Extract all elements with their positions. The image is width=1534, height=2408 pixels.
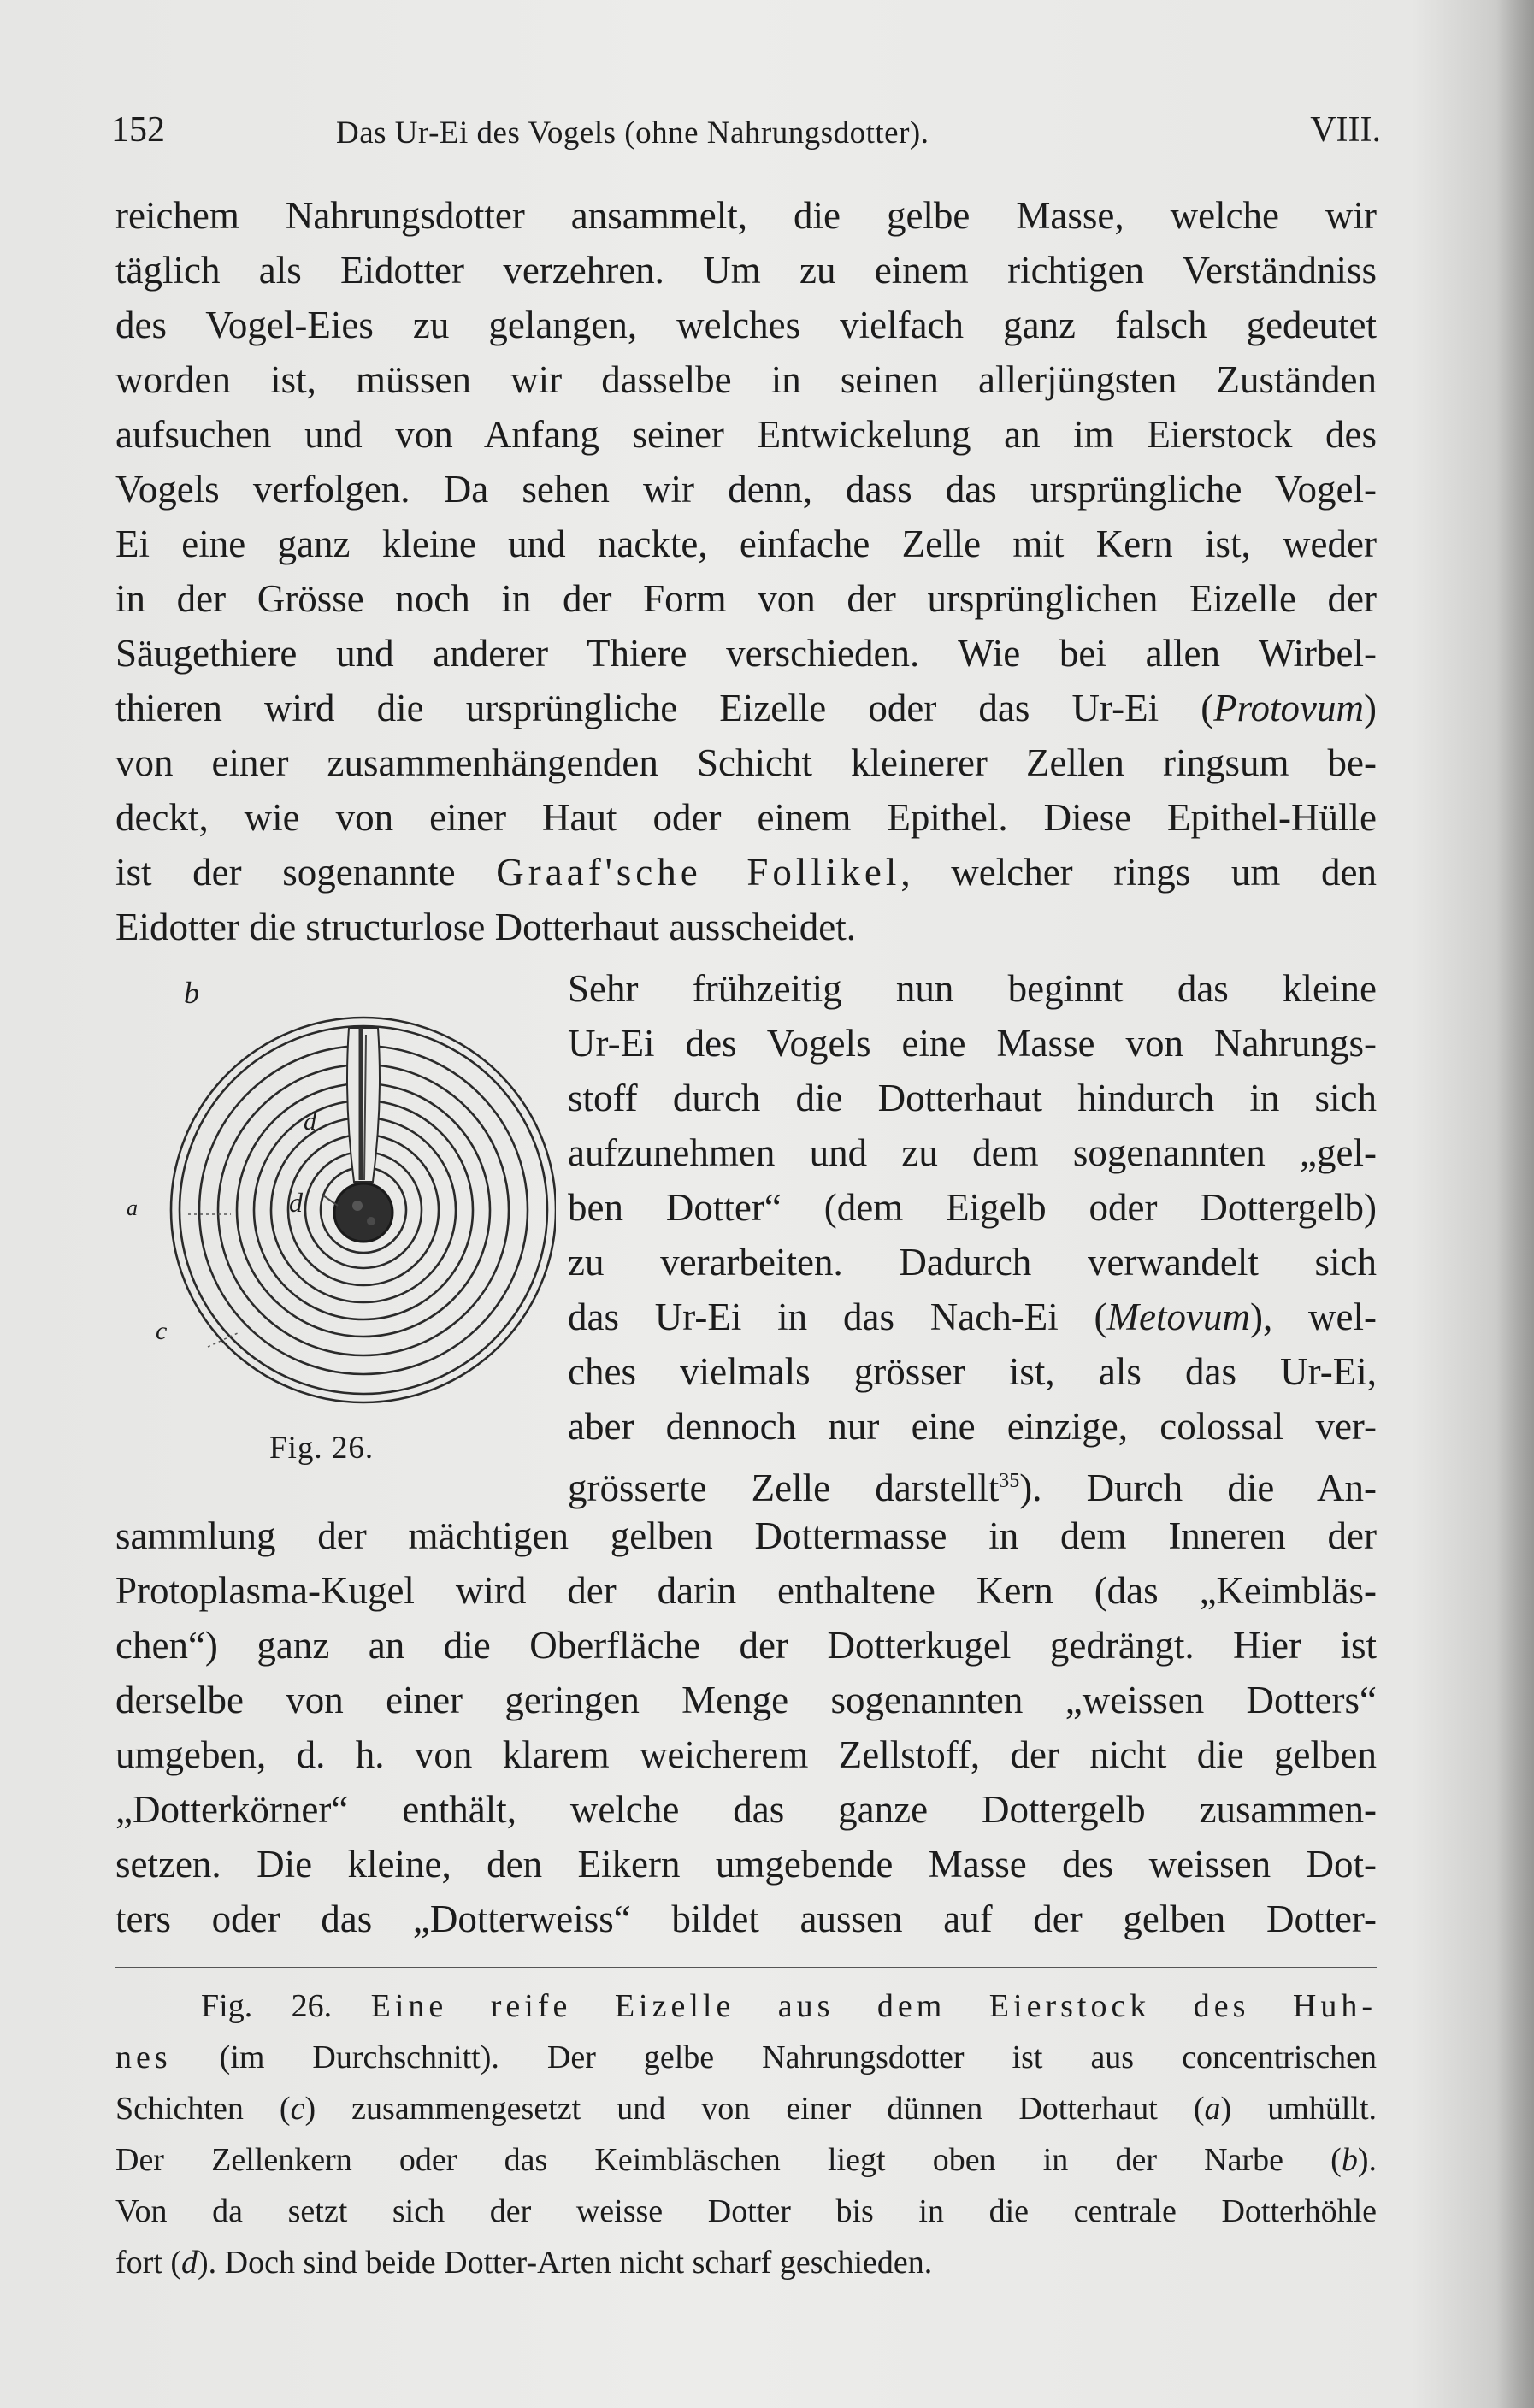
text-segment: ) [1364,687,1377,729]
text-segment: thieren wird die ursprüngliche Eizelle oder das Ur-Ei ( [115,687,1214,729]
egg-cross-section-illustration [128,975,556,1488]
running-title: Das Ur-Ei des Vogels (ohne Nahrungsdotter). [336,115,929,150]
footnote-line [115,2134,1377,2186]
text-line: Ur-Ei des Vogels eine Masse von Nahrungs- [568,1022,1377,1065]
text-line: des Vogel-Eies zu gelangen, welches vielfach ganz falsch gedeutet [115,304,1377,346]
label-d-cavity: d [289,1187,303,1218]
text-line: umgeben, d. h. von klarem weicherem Zellstoff, der nicht die gelben [115,1733,1377,1776]
footnote-caption-title: Eine reife Eizelle aus dem Eierstock des Huh- [370,1988,1377,2024]
text-line: Säugethiere und anderer Thiere verschieden. Wie bei allen Wirbel- [115,632,1377,675]
text-line-follikel [115,845,1377,900]
text-line: von einer zusammenhängenden Schicht kleinerer Zellen ringsum be- [115,741,1377,784]
text-segment: ). [1357,2142,1377,2178]
text-line: setzen. Die kleine, den Eikern umgebende Masse des weissen Dot- [115,1843,1377,1886]
term-graafian-follicle: Graaf'sche Follikel [496,851,901,894]
reference-number: 35 [999,1470,1020,1492]
footnote-line: Von da setzt sich der weisse Dotter bis in die centrale Dotterhöhle [115,2193,1377,2229]
text-segment: ). Durch die An- [1019,1467,1377,1509]
text-segment: Der Zellenkern oder das Keimbläschen liegt oben in der Narbe ( [115,2142,1342,2178]
text-segment: , welcher rings um den [900,851,1377,894]
text-line: Ei eine ganz kleine und nackte, einfache Zelle mit Kern ist, weder [115,522,1377,565]
text-line: in der Grösse noch in der Form von der ursprünglichen Eizelle der [115,577,1377,620]
page-edge-shadow [1496,0,1534,2408]
label-c: c [156,1317,168,1345]
footnote-line [115,2237,1377,2288]
text-segment: grösserte Zelle darstellt [568,1467,1000,1509]
page-number: 152 [111,110,165,150]
text-line-metovum [568,1290,1377,1344]
footnote-line [201,1980,1377,2032]
ref-letter-c: c [290,2091,305,2127]
text-segment: fort ( [115,2245,182,2281]
text-line: zu verarbeiten. Dadurch verwandelt sich [568,1241,1377,1284]
text-line: Protoplasma-Kugel wird der darin enthaltene Kern (das „Keimbläs- [115,1569,1377,1612]
text-line-protovum [115,681,1377,735]
text-line: ches vielmals grösser ist, als das Ur-Ei, [568,1350,1377,1393]
text-line: deckt, wie von einer Haut oder einem Epithel. Diese Epithel-Hülle [115,796,1377,839]
text-line: Vogels verfolgen. Da sehen wir denn, dass das ursprüngliche Vogel- [115,468,1377,511]
running-header [111,109,1381,161]
text-line: reichem Nahrungsdotter ansammelt, die gelbe Masse, welche wir [115,194,1377,237]
footnote-line [115,2032,1377,2083]
text-segment: ist der sogenannte [115,851,497,894]
text-line: ters oder das „Dotterweiss“ bildet aussen auf der gelben Dotter- [115,1897,1377,1940]
text-segment: ). Doch sind beide Dotter-Arten nicht scharf geschieden. [198,2245,933,2281]
text-line-ref [568,1454,1377,1515]
label-b: b [184,976,199,1010]
text-line: aber dennoch nur eine einzige, colossal ver- [568,1405,1377,1448]
ref-letter-d: d [181,2245,198,2281]
text-line: aufzunehmen und zu dem sogenannten „gel- [568,1131,1377,1174]
egg-cross-section-figure [128,975,556,1488]
chapter-number: VIII. [1310,110,1381,150]
text-line: sammlung der mächtigen gelben Dottermasse in dem Inneren der [115,1514,1377,1557]
label-d: d [304,1107,316,1136]
footnote-line [115,2083,1377,2134]
text-line: aufsuchen und von Anfang seiner Entwickelung an im Eierstock des [115,413,1377,456]
text-segment: ) umhüllt. [1220,2091,1377,2127]
text-segment: das Ur-Ei in das Nach-Ei ( [568,1295,1107,1338]
text-line: ben Dotter“ (dem Eigelb oder Dottergelb) [568,1186,1377,1229]
label-a: a [127,1195,138,1220]
ref-letter-a: a [1204,2091,1221,2127]
text-segment: Schichten ( [115,2091,291,2127]
ref-letter-b: b [1341,2142,1358,2178]
text-line: täglich als Eidotter verzehren. Um zu einem richtigen Verständniss [115,249,1377,292]
term-protovum: Protovum [1213,687,1364,729]
text-line: derselbe von einer geringen Menge sogenannten „weissen Dotters“ [115,1679,1377,1721]
footnote-fig-label: Fig. 26. [201,1988,333,2024]
text-line: worden ist, müssen wir dasselbe in seinen allerjüngsten Zuständen [115,358,1377,401]
text-line: Eidotter die structurlose Dotterhaut ausscheidet. [115,906,856,948]
figure-label: Fig. 26. [269,1431,375,1466]
text-line: Sehr frühzeitig nun beginnt das kleine [568,967,1377,1010]
footnote-caption-title-end: nes [115,2039,172,2075]
footnote-rule [115,1967,1377,1968]
text-segment: ), wel- [1249,1295,1377,1338]
term-metovum: Metovum [1106,1295,1250,1338]
text-segment: ) zusammengesetzt und von einer dünnen Dotterhaut ( [304,2091,1205,2127]
text-line: „Dotterkörner“ enthält, welche das ganze Dottergelb zusammen- [115,1788,1377,1831]
text-segment: (im Durchschnitt). Der gelbe Nahrungsdotter ist aus concentrischen [171,2039,1377,2075]
text-line: chen“) ganz an die Oberfläche der Dotterkugel gedrängt. Hier ist [115,1624,1377,1667]
text-line: stoff durch die Dotterhaut hindurch in sich [568,1077,1377,1119]
